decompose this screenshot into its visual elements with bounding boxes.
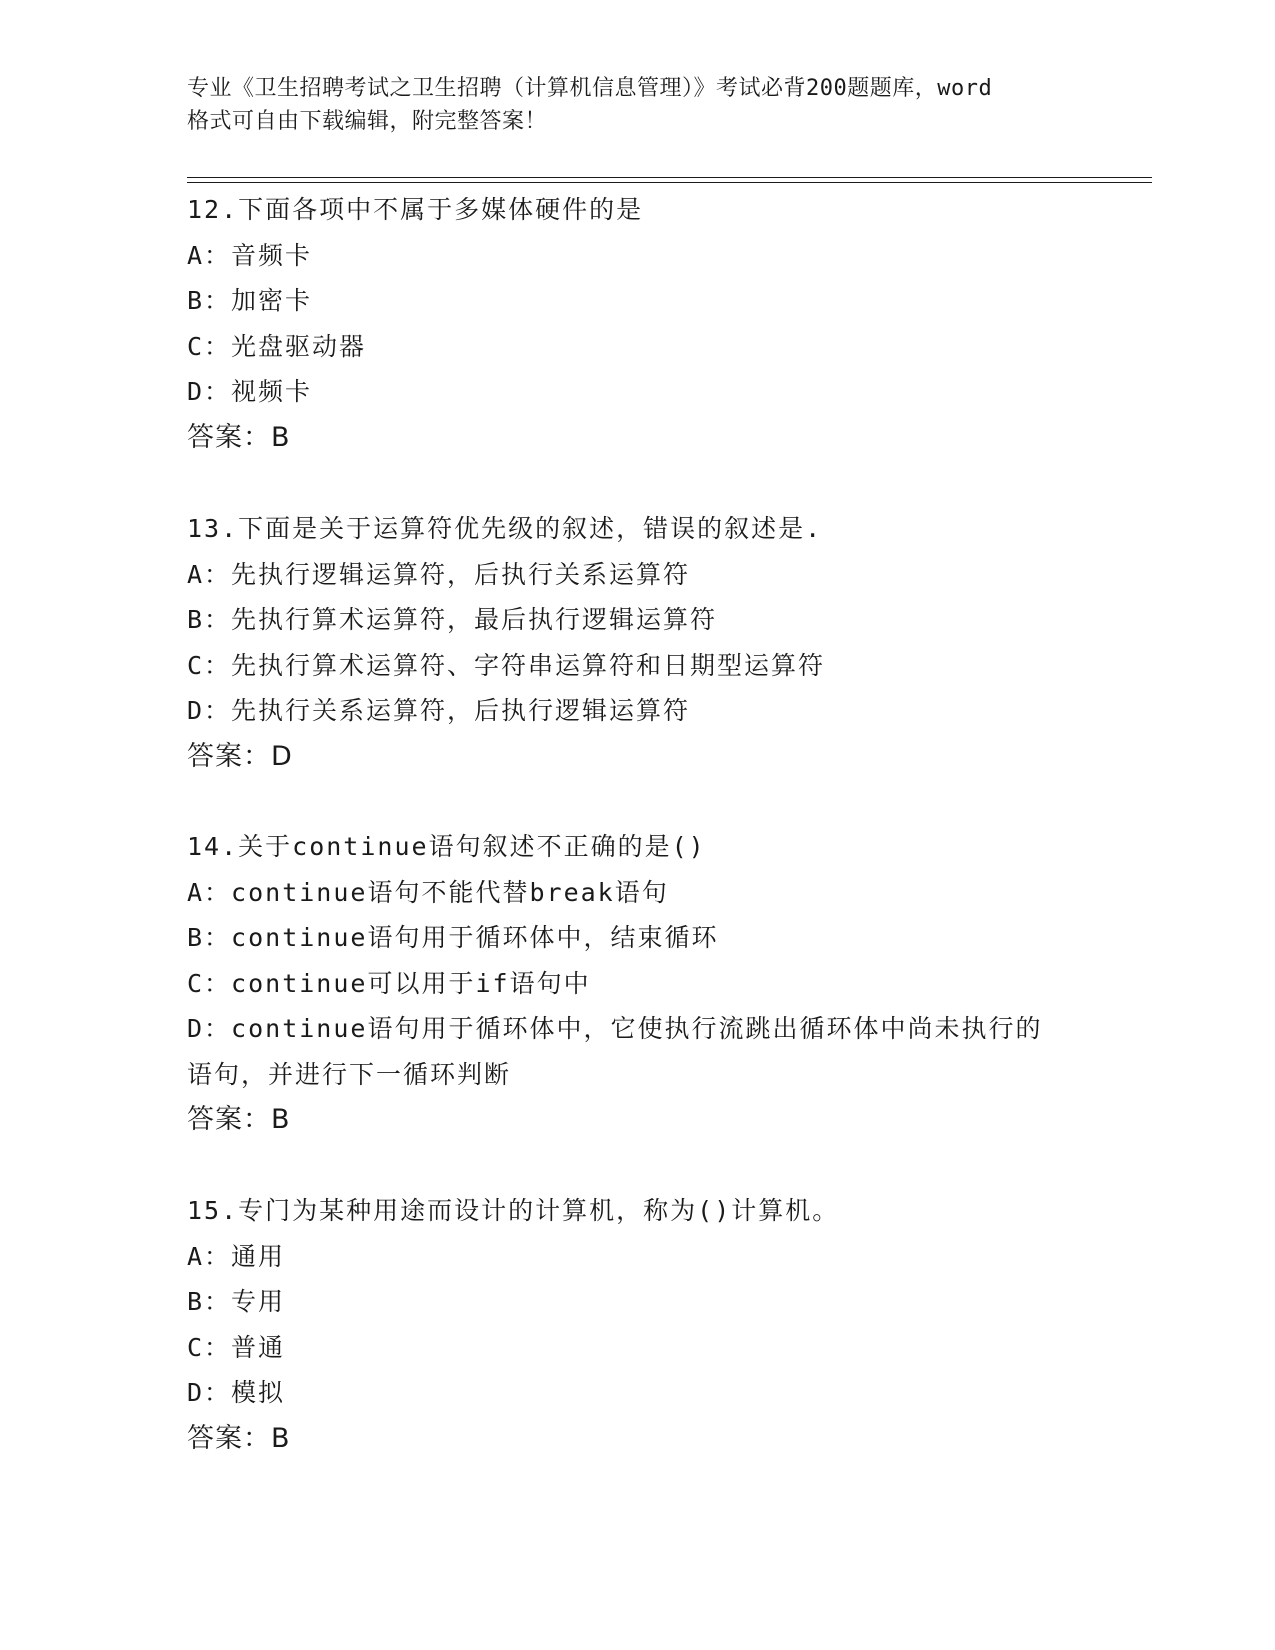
option-c: C：普通: [187, 1332, 286, 1362]
option-c: C：continue可以用于if语句中: [187, 968, 591, 998]
question-stem: 12.下面各项中不属于多媒体硬件的是: [187, 195, 644, 224]
answer: 答案：B: [187, 1104, 291, 1135]
option-c: C：光盘驱动器: [187, 331, 367, 361]
option-b: B：专用: [187, 1287, 286, 1316]
document-header: [187, 72, 1107, 138]
header-title-line-1: 专业《卫生招聘考试之卫生招聘（计算机信息管理）》考试必背200题题库，word: [187, 76, 993, 101]
answer: 答案：B: [187, 1422, 291, 1454]
option-d: D：视频卡: [187, 377, 313, 406]
option-d: D：先执行关系运算符，后执行逻辑运算符: [187, 696, 691, 725]
option-b: B：先执行算术运算符，最后执行逻辑运算符: [187, 605, 718, 634]
option-b: B：continue语句用于循环体中，结束循环: [187, 923, 719, 952]
question-13: [187, 506, 1087, 779]
option-a: A：音频卡: [187, 240, 313, 270]
question-15: [187, 1188, 1087, 1461]
question-stem: 15.专门为某种用途而设计的计算机，称为()计算机。: [187, 1196, 840, 1225]
answer: 答案：B: [187, 421, 291, 453]
option-d: D：continue语句用于循环体中，它使执行流跳出循环体中尚未执行的语句，并进行下一循环判断: [187, 1014, 1043, 1089]
header-divider-bottom: [187, 182, 1152, 183]
header-divider-top: [187, 177, 1152, 178]
answer: 答案：D: [187, 740, 293, 772]
option-c: C：先执行算术运算符、字符串运算符和日期型运算符: [187, 650, 826, 680]
question-12: [187, 187, 1087, 460]
question-14: [187, 824, 1087, 1143]
option-a: A：continue语句不能代替break语句: [187, 877, 669, 907]
header-title-line-2: 格式可自由下载编辑，附完整答案！: [187, 109, 548, 134]
question-stem: 13.下面是关于运算符优先级的叙述，错误的叙述是.: [187, 514, 823, 543]
option-b: B：加密卡: [187, 286, 313, 315]
option-a: A：通用: [187, 1241, 286, 1271]
option-a: A：先执行逻辑运算符，后执行关系运算符: [187, 559, 691, 589]
question-stem: 14.关于continue语句叙述不正确的是(): [187, 832, 706, 861]
option-d: D：模拟: [187, 1378, 286, 1407]
